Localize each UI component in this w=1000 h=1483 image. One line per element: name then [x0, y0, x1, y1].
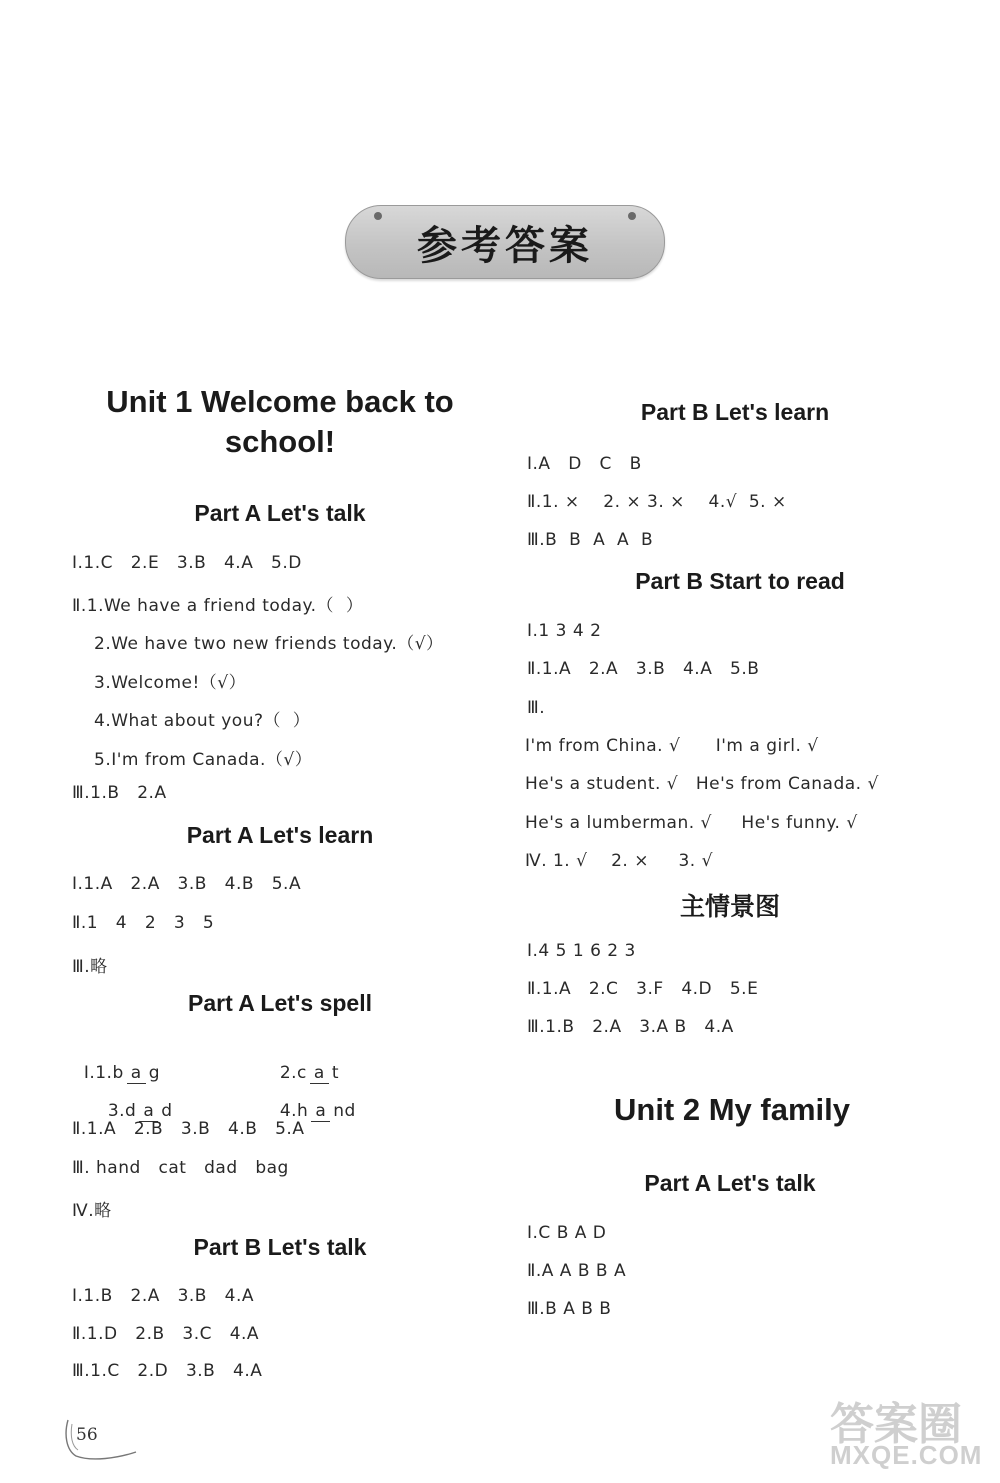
spell-row [72, 1043, 160, 1084]
answer-line: Ⅰ.C B A D [527, 1223, 607, 1243]
answer-line: Ⅲ.1.C 2.D 3.B 4.A [72, 1361, 263, 1381]
section-title: Part B Start to read [635, 568, 845, 594]
answer-line: Ⅱ.1.A 2.B 3.B 4.B 5.A [72, 1119, 305, 1139]
page-corner-curl-icon [62, 1416, 142, 1462]
spell-num: 2. [279, 1063, 298, 1083]
answer-line: Ⅰ.1 3 4 2 [527, 621, 602, 641]
answer-line: 2.We have two new friends today.（√） [94, 634, 444, 654]
spell-row [268, 1081, 356, 1122]
watermark-logo [822, 1388, 992, 1478]
unit1-title-line2: school! [224, 424, 336, 459]
section-title: Part A Let's learn [186, 822, 374, 848]
answer-line: I'm from China. √ I'm a girl. √ [525, 736, 819, 756]
answer-line: Ⅰ.A D C B [527, 454, 642, 474]
section-title: Part A Let's spell [188, 990, 372, 1016]
spell-prefix: Ⅰ. [83, 1063, 96, 1083]
spell-post: d [161, 1101, 173, 1121]
section-title: Part A Let's talk [194, 500, 366, 526]
spell-blank: a [311, 1101, 330, 1122]
answer-line: Ⅰ.1.A 2.A 3.B 4.B 5.A [72, 874, 302, 894]
spell-num: 3. [107, 1101, 126, 1121]
answer-line: Ⅳ.略 [72, 1201, 112, 1221]
spell-pre: b [112, 1063, 124, 1083]
answer-line: 3.Welcome!（√） [94, 673, 247, 693]
answer-line: Ⅱ.1. × 2. × 3. × 4.√ 5. × [527, 492, 787, 512]
answer-line: He's a student. √ He's from Canada. √ [525, 774, 879, 794]
section-title: 主情景图 [679, 892, 780, 921]
answer-line: Ⅲ.B A B B [527, 1299, 612, 1319]
spell-pre: c [297, 1063, 307, 1083]
answer-line: Ⅰ.4 5 1 6 2 3 [527, 941, 636, 961]
answer-line: Ⅲ.B B A A B [527, 530, 654, 550]
spell-post: t [331, 1063, 339, 1083]
page-title: 参考答案 [417, 221, 593, 269]
answer-line: Ⅲ.1.B 2.A [72, 783, 167, 803]
answer-line: Ⅱ.A A B B A [527, 1261, 627, 1281]
banner-decoration [374, 212, 382, 220]
answer-line: 4.What about you?（ ） [94, 711, 311, 731]
answer-line: Ⅱ.1.A 2.A 3.B 4.A 5.B [527, 659, 760, 679]
answer-line: Ⅲ. [527, 698, 546, 718]
answer-line: Ⅲ.1.B 2.A 3.A B 4.A [527, 1017, 734, 1037]
section-title: Part A Let's talk [644, 1170, 816, 1196]
answer-line: Ⅰ.1.C 2.E 3.B 4.A 5.D [72, 553, 302, 573]
answer-line: Ⅱ.1.We have a friend today.（ ） [72, 596, 364, 616]
spell-num: 1. [95, 1063, 113, 1083]
spell-post: nd [333, 1101, 356, 1121]
answer-line: 5.I'm from Canada.（√） [94, 750, 313, 770]
spell-blank: a [139, 1101, 158, 1122]
spell-blank: a [127, 1063, 146, 1084]
watermark-site: MXQE.COM [830, 1440, 983, 1470]
answer-line: Ⅰ.1.B 2.A 3.B 4.A [72, 1286, 255, 1306]
banner-decoration [628, 212, 636, 220]
answer-line: Ⅱ.1.A 2.C 3.F 4.D 5.E [527, 979, 759, 999]
answer-line: He's a lumberman. √ He's funny. √ [525, 813, 858, 833]
section-title: Part B Let's talk [193, 1234, 367, 1260]
spell-row [96, 1081, 173, 1122]
page-number: 56 [76, 1425, 98, 1445]
spell-blank: a [310, 1063, 329, 1084]
spell-pre: h [297, 1101, 309, 1121]
answer-line: Ⅲ.略 [72, 957, 108, 977]
unit2-title: Unit 2 My family [614, 1092, 850, 1127]
answer-line: Ⅱ.1 4 2 3 5 [72, 913, 215, 933]
answer-key-banner [345, 205, 665, 279]
answer-line: Ⅲ. hand cat dad bag [72, 1158, 289, 1178]
answer-line: Ⅱ.1.D 2.B 3.C 4.A [72, 1324, 260, 1344]
spell-num: 4. [279, 1101, 298, 1121]
spell-pre: d [125, 1101, 137, 1121]
watermark-logo-text: 答案圈 [830, 1399, 962, 1450]
section-title: Part B Let's learn [640, 399, 830, 425]
unit1-title-line1: Unit 1 Welcome back to [106, 384, 454, 419]
spell-row [268, 1043, 339, 1084]
answer-line: Ⅳ. 1. √ 2. × 3. √ [525, 851, 713, 871]
spell-post: g [148, 1063, 160, 1083]
